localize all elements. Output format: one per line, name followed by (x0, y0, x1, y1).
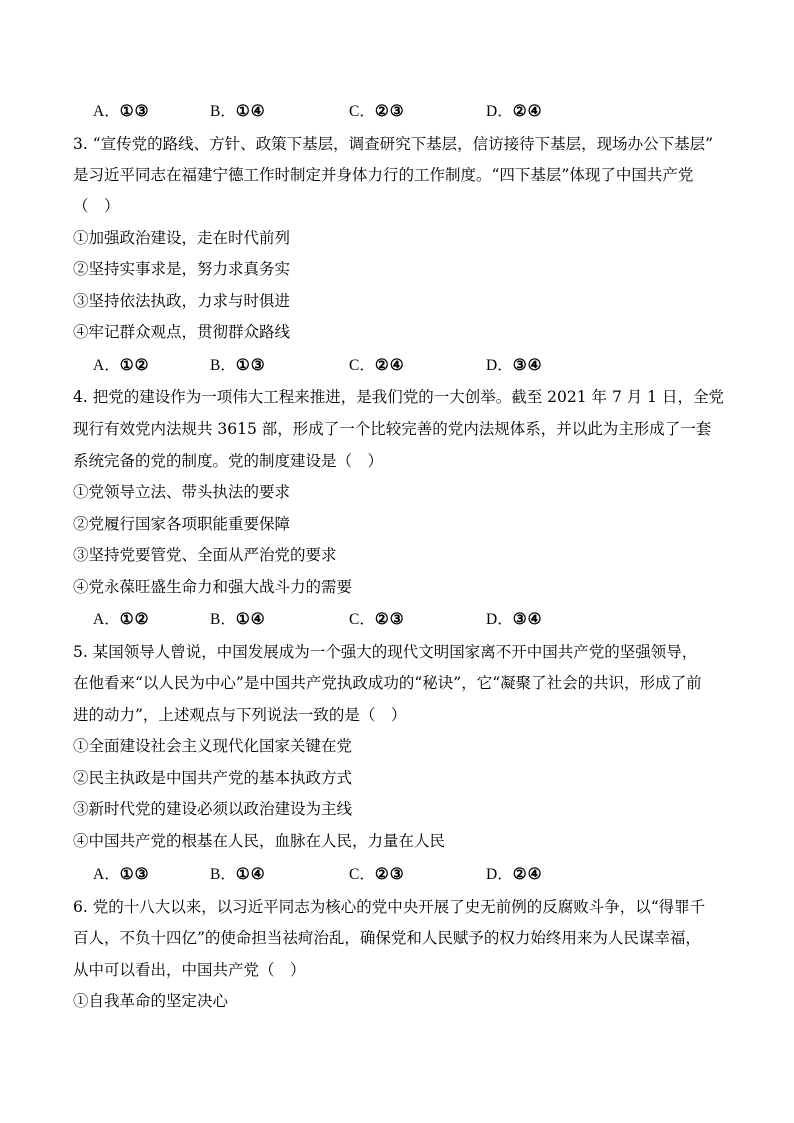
q2-option-b[interactable]: B．①④ (210, 101, 266, 120)
q5-options (93, 864, 693, 884)
q5-item-4: ④中国共产党的根基在人民，血脉在人民，力量在人民 (73, 832, 446, 850)
q4-stem-line1: 4. 把党的建设作为一项伟大工程来推进，是我们党的一大创举。截至 2021 年 7 月 1 日，全党 (73, 388, 724, 406)
q3-item-1: ①加强政治建设，走在时代前列 (73, 229, 291, 247)
q5-stem-line3: 进的动力”，上述观点与下列说法一致的是（ ） (73, 706, 407, 724)
q3-option-a[interactable]: A．①② (93, 355, 150, 374)
q5-stem-line1: 5. 某国领导人曾说，中国发展成为一个强大的现代文明国家离不开中国共产党的坚强领导， (73, 643, 698, 661)
q2-options (93, 101, 693, 121)
q4-item-4: ④党永葆旺盛生命力和强大战斗力的需要 (73, 578, 353, 596)
q6-stem-line1: 6. 党的十八大以来，以习近平同志为核心的党中央开展了史无前例的反腐败斗争，以“得罪千 (73, 898, 706, 916)
q5-stem-line2: 在他看来“以人民为中心”是中国共产党执政成功的“秘诀”，它“凝聚了社会的共识，形成了前 (73, 674, 702, 692)
q6-stem-line3: 从中可以看出，中国共产党（ ） (73, 961, 306, 979)
q2-option-a[interactable]: A．①③ (93, 101, 150, 120)
q6-stem-line2: 百人，不负十四亿”的使命担当祛疴治乱，确保党和人民赋予的权力始终用来为人民谋幸福， (73, 929, 701, 947)
q5-item-1: ①全面建设社会主义现代化国家关键在党 (73, 737, 353, 755)
q5-option-d[interactable]: D．②④ (486, 864, 543, 883)
q3-stem-line2: 是习近平同志在福建宁德工作时制定并身体力行的工作制度。“四下基层”体现了中国共产党 (73, 166, 694, 184)
q4-stem-line2: 现行有效党内法规共 3615 部，形成了一个比较完善的党内法规体系，并以此为主形成了一套 (73, 420, 712, 438)
q3-stem-line1: 3. “宣传党的路线、方针、政策下基层，调查研究下基层，信访接待下基层，现场办公下基层” (73, 135, 714, 153)
q2-option-c[interactable]: C．②③ (349, 101, 405, 120)
q4-item-3: ③坚持党要管党、全面从严治党的要求 (73, 546, 337, 564)
q4-item-2: ②党履行国家各项职能重要保障 (73, 515, 291, 533)
q6-item-1: ①自我革命的坚定决心 (73, 992, 229, 1010)
q5-option-a[interactable]: A．①③ (93, 864, 150, 883)
q3-stem-line3: （ ） (73, 197, 120, 215)
q4-option-a[interactable]: A．①② (93, 609, 150, 628)
q3-item-2: ②坚持实事求是，努力求真务实 (73, 260, 291, 278)
q3-item-3: ③坚持依法执政，力求与时俱进 (73, 292, 291, 310)
q5-option-b[interactable]: B．①④ (210, 864, 266, 883)
q3-option-d[interactable]: D．③④ (486, 355, 543, 374)
q3-option-c[interactable]: C．②④ (349, 355, 405, 374)
q3-option-b[interactable]: B．①③ (210, 355, 266, 374)
q5-option-c[interactable]: C．②③ (349, 864, 405, 883)
q3-item-4: ④牢记群众观点，贯彻群众路线 (73, 323, 291, 341)
q4-item-1: ①党领导立法、带头执法的要求 (73, 483, 291, 501)
q4-stem-line3: 系统完备的党的制度。党的制度建设是（ ） (73, 452, 384, 470)
q4-option-b[interactable]: B．①④ (210, 609, 266, 628)
q5-item-2: ②民主执政是中国共产党的基本执政方式 (73, 769, 353, 787)
q2-option-d[interactable]: D．②④ (486, 101, 543, 120)
q3-options (93, 355, 693, 375)
q4-option-c[interactable]: C．②③ (349, 609, 405, 628)
q4-option-d[interactable]: D．③④ (486, 609, 543, 628)
q5-item-3: ③新时代党的建设必须以政治建设为主线 (73, 800, 353, 818)
q4-options (93, 609, 693, 629)
